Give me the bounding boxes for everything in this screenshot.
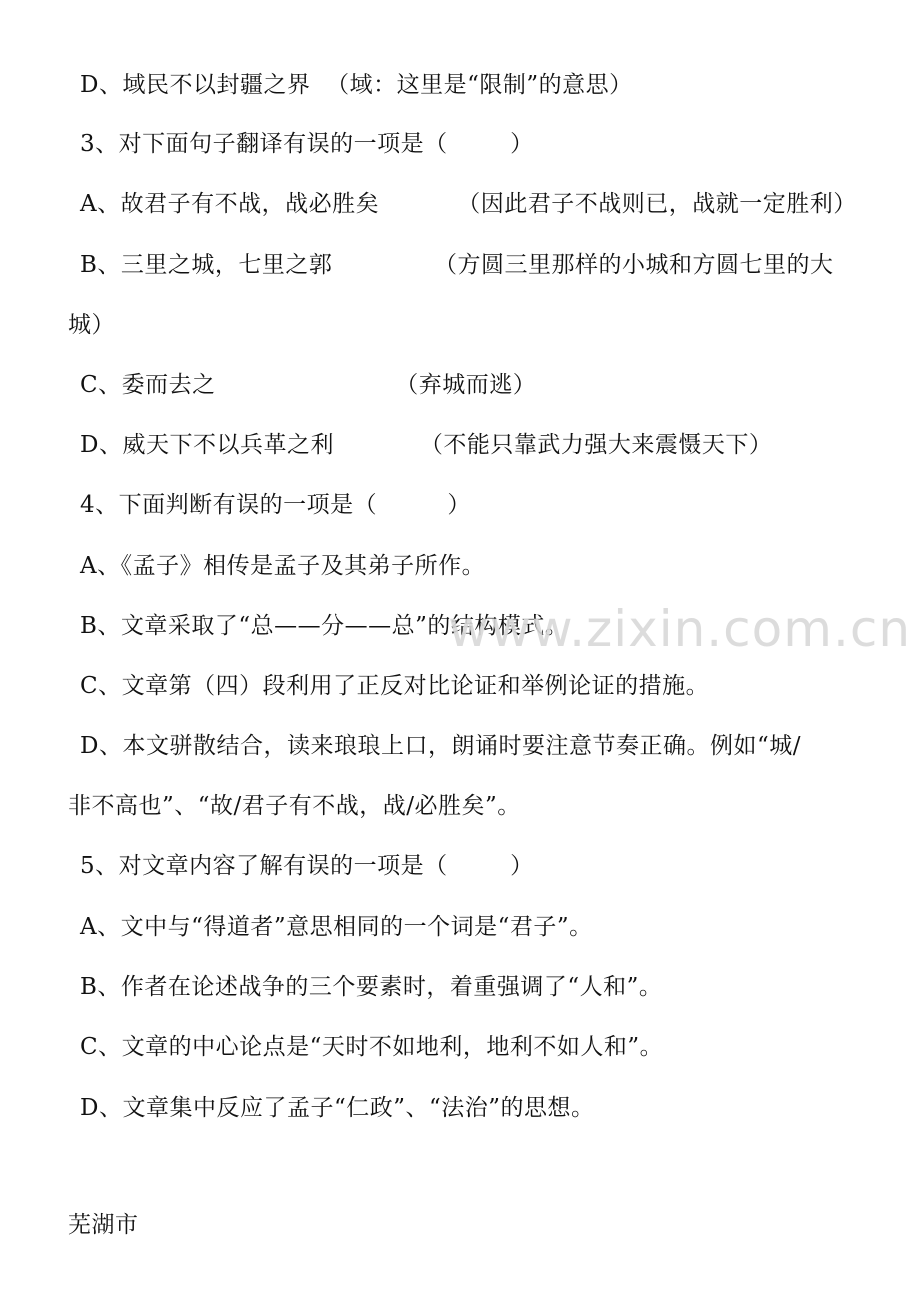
text-line-2: 3、对下面句子翻译有误的一项是（ ） [80, 131, 534, 157]
text-line-10: B、文章采取了“总——分——总”的结构模式。 [80, 613, 569, 639]
text-line-11: C、文章第（四）段利用了正反对比论证和举例论证的措施。 [80, 673, 710, 699]
text-line-4: B、三里之城，七里之郭 （方圆三里那样的小城和方圆七里的大 [80, 252, 834, 278]
text-line-18: D、文章集中反应了孟子“仁政”、“法治”的思想。 [80, 1095, 595, 1121]
text-line-1: D、域民不以封疆之界 （域：这里是“限制”的意思） [80, 72, 633, 98]
text-line-16: B、作者在论述战争的三个要素时，着重强调了“人和”。 [80, 974, 663, 1000]
text-line-12: D、本文骈散结合，读来琅琅上口，朗诵时要注意节奏正确。例如“城/ [80, 733, 801, 759]
text-line-5: 城） [68, 312, 115, 338]
text-line-17: C、文章的中心论点是“天时不如地利，地利不如人和”。 [80, 1034, 664, 1060]
text-line-14: 5、对文章内容了解有误的一项是（ ） [80, 853, 534, 879]
text-line-19: 芜湖市 [68, 1212, 139, 1238]
text-line-13: 非不高也”、“故/君子有不战，战/必胜矣”。 [68, 793, 521, 819]
text-line-6: C、委而去之 （弃城而逃） [80, 372, 537, 398]
text-line-3: A、故君子有不战，战必胜矣 （因此君子不战则已，战就一定胜利） [80, 191, 857, 217]
watermark: www.zixin.com.cn [448, 600, 912, 658]
text-line-8: 4、下面判断有误的一项是（ ） [80, 492, 471, 518]
text-line-15: A、文中与“得道者”意思相同的一个词是“君子”。 [80, 914, 593, 940]
text-line-9: A、《孟子》相传是孟子及其弟子所作。 [80, 553, 486, 579]
text-line-7: D、威天下不以兵革之利 （不能只靠武力强大来震慑天下） [80, 432, 773, 458]
